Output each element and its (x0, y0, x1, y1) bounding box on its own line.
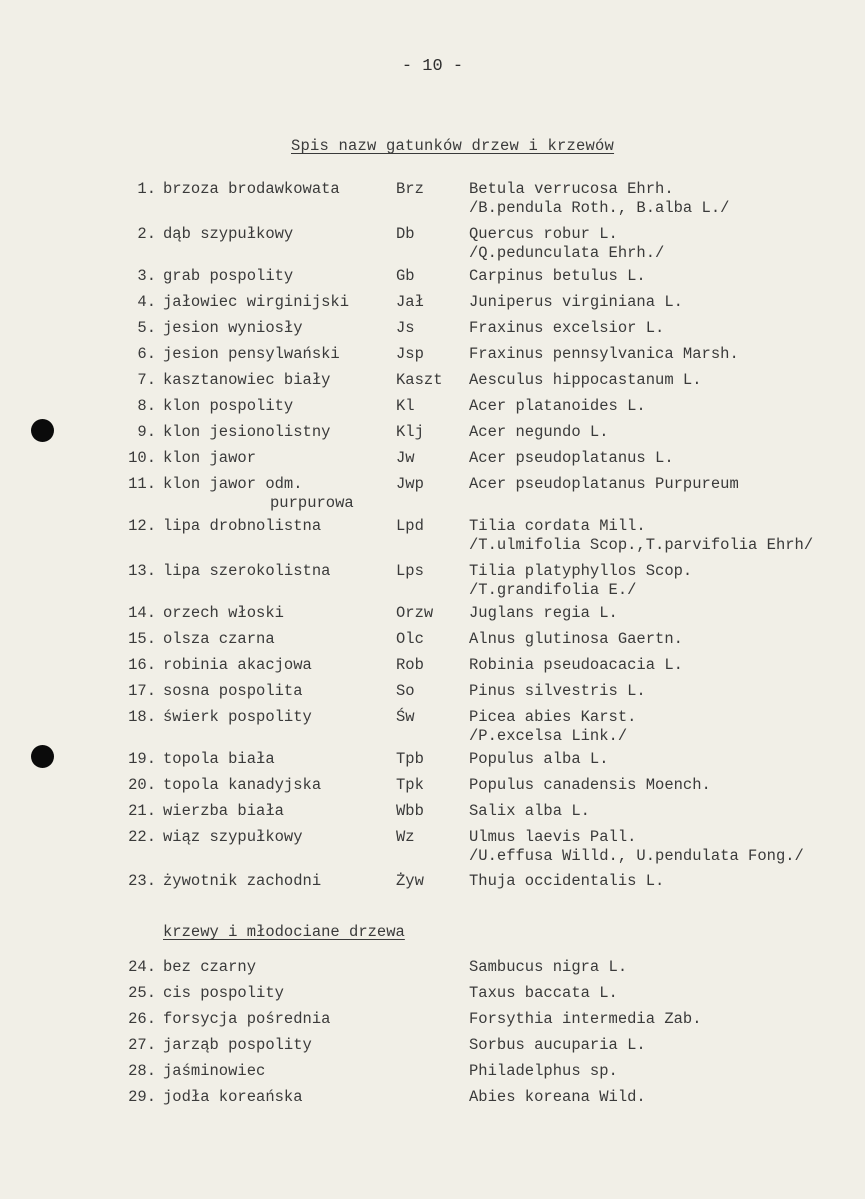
abbreviation: Tpk (396, 776, 424, 794)
latin-name: Salix alba L. (469, 802, 590, 820)
polish-name: jarząb pospolity (163, 1036, 312, 1054)
shrubs-heading: krzewy i młodociane drzewa (163, 923, 405, 941)
polish-name: brzoza brodawkowata (163, 180, 340, 198)
polish-name: dąb szypułkowy (163, 225, 294, 243)
latin-name: Populus canadensis Moench. (469, 776, 711, 794)
latin-name: Fraxinus pennsylvanica Marsh. (469, 345, 739, 363)
item-number: 7. (137, 371, 156, 389)
item-number: 5. (137, 319, 156, 337)
item-number: 16. (128, 656, 156, 674)
latin-name: Abies koreana Wild. (469, 1088, 646, 1106)
polish-name: jodła koreańska (163, 1088, 303, 1106)
polish-name: topola kanadyjska (163, 776, 322, 794)
polish-name: klon jesionolistny (163, 423, 331, 441)
page-number: - 10 - (401, 57, 464, 76)
item-number: 20. (128, 776, 156, 794)
polish-name: żywotnik zachodni (163, 872, 322, 890)
item-number: 26. (128, 1010, 156, 1028)
latin-name: Thuja occidentalis L. (469, 872, 665, 890)
item-number: 6. (137, 345, 156, 363)
latin-name: Juniperus virginiana L. (469, 293, 683, 311)
item-number: 25. (128, 984, 156, 1002)
abbreviation: Olc (396, 630, 424, 648)
latin-name: Tilia cordata Mill. (469, 517, 646, 535)
item-number: 1. (137, 180, 156, 198)
latin-synonym: /P.excelsa Link./ (469, 727, 628, 745)
latin-name: Acer platanoides L. (469, 397, 646, 415)
polish-name: wierzba biała (163, 802, 284, 820)
abbreviation: Jw (396, 449, 415, 467)
item-number: 14. (128, 604, 156, 622)
item-number: 21. (128, 802, 156, 820)
abbreviation: Tpb (396, 750, 424, 768)
abbreviation: Lps (396, 562, 424, 580)
polish-name: bez czarny (163, 958, 257, 976)
abbreviation: Jwp (396, 475, 424, 493)
item-number: 24. (128, 958, 156, 976)
item-number: 27. (128, 1036, 156, 1054)
latin-name: Tilia platyphyllos Scop. (469, 562, 693, 580)
latin-synonym: /T.ulmifolia Scop.,T.parvifolia Ehrh/ (469, 536, 814, 554)
latin-name: Robinia pseudoacacia L. (469, 656, 683, 674)
abbreviation: Gb (396, 267, 415, 285)
abbreviation: Kl (396, 397, 415, 415)
abbreviation: Św (396, 708, 415, 726)
latin-name: Fraxinus excelsior L. (469, 319, 665, 337)
abbreviation: Kaszt (396, 371, 443, 389)
abbreviation: Wz (396, 828, 415, 846)
polish-name: grab pospolity (163, 267, 294, 285)
item-number: 3. (137, 267, 156, 285)
polish-name-continued: purpurowa (270, 494, 354, 512)
item-number: 23. (128, 872, 156, 890)
latin-name: Quercus robur L. (469, 225, 618, 243)
polish-name: sosna pospolita (163, 682, 303, 700)
item-number: 28. (128, 1062, 156, 1080)
item-number: 29. (128, 1088, 156, 1106)
polish-name: świerk pospolity (163, 708, 312, 726)
latin-synonym: /T.grandifolia E./ (469, 581, 637, 599)
item-number: 13. (128, 562, 156, 580)
punch-hole-bottom (31, 745, 54, 768)
abbreviation: Db (396, 225, 415, 243)
polish-name: jesion wyniosły (163, 319, 303, 337)
abbreviation: Rob (396, 656, 424, 674)
polish-name: orzech włoski (163, 604, 284, 622)
item-number: 12. (128, 517, 156, 535)
item-number: 18. (128, 708, 156, 726)
latin-name: Alnus glutinosa Gaertn. (469, 630, 683, 648)
abbreviation: Lpd (396, 517, 424, 535)
polish-name: klon jawor (163, 449, 257, 467)
abbreviation: Orzw (396, 604, 434, 622)
item-number: 22. (128, 828, 156, 846)
latin-name: Taxus baccata L. (469, 984, 618, 1002)
polish-name: jałowiec wirginijski (163, 293, 350, 311)
latin-name: Forsythia intermedia Zab. (469, 1010, 702, 1028)
latin-name: Acer pseudoplatanus Purpureum (469, 475, 739, 493)
abbreviation: Wbb (396, 802, 424, 820)
latin-name: Philadelphus sp. (469, 1062, 618, 1080)
abbreviation: Js (396, 319, 415, 337)
abbreviation: So (396, 682, 415, 700)
latin-name: Picea abies Karst. (469, 708, 637, 726)
latin-name: Sorbus aucuparia L. (469, 1036, 646, 1054)
item-number: 17. (128, 682, 156, 700)
latin-name: Ulmus laevis Pall. (469, 828, 637, 846)
latin-name: Acer negundo L. (469, 423, 609, 441)
latin-synonym: /Q.pedunculata Ehrh./ (469, 244, 665, 262)
polish-name: klon jawor odm. (163, 475, 303, 493)
punch-hole-top (31, 419, 54, 442)
abbreviation: Jał (396, 293, 424, 311)
abbreviation: Brz (396, 180, 424, 198)
latin-name: Juglans regia L. (469, 604, 618, 622)
item-number: 8. (137, 397, 156, 415)
item-number: 2. (137, 225, 156, 243)
polish-name: jesion pensylwański (163, 345, 340, 363)
polish-name: klon pospolity (163, 397, 294, 415)
polish-name: cis pospolity (163, 984, 284, 1002)
abbreviation: Żyw (396, 872, 424, 890)
abbreviation: Klj (396, 423, 424, 441)
polish-name: lipa drobnolistna (163, 517, 322, 535)
polish-name: wiąz szypułkowy (163, 828, 303, 846)
item-number: 19. (128, 750, 156, 768)
item-number: 10. (128, 449, 156, 467)
polish-name: robinia akacjowa (163, 656, 312, 674)
latin-name: Aesculus hippocastanum L. (469, 371, 702, 389)
latin-name: Carpinus betulus L. (469, 267, 646, 285)
latin-name: Betula verrucosa Ehrh. (469, 180, 674, 198)
page-title: Spis nazw gatunków drzew i krzewów (291, 137, 615, 155)
polish-name: lipa szerokolistna (163, 562, 331, 580)
latin-name: Acer pseudoplatanus L. (469, 449, 674, 467)
latin-name: Populus alba L. (469, 750, 609, 768)
polish-name: forsycja pośrednia (163, 1010, 331, 1028)
polish-name: olsza czarna (163, 630, 275, 648)
polish-name: jaśminowiec (163, 1062, 266, 1080)
latin-name: Pinus silvestris L. (469, 682, 646, 700)
latin-name: Sambucus nigra L. (469, 958, 628, 976)
item-number: 9. (137, 423, 156, 441)
item-number: 11. (128, 475, 156, 493)
latin-synonym: /B.pendula Roth., B.alba L./ (469, 199, 730, 217)
latin-synonym: /U.effusa Willd., U.pendulata Fong./ (469, 847, 804, 865)
item-number: 4. (137, 293, 156, 311)
item-number: 15. (128, 630, 156, 648)
polish-name: topola biała (163, 750, 275, 768)
polish-name: kasztanowiec biały (163, 371, 331, 389)
abbreviation: Jsp (396, 345, 424, 363)
